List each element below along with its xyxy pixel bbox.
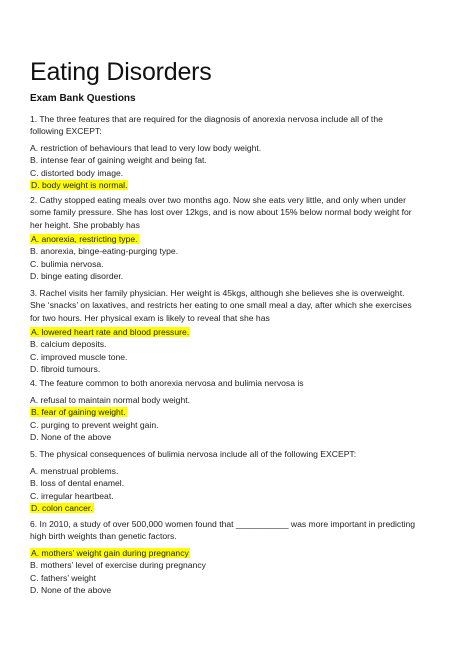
option-label: C. improved muscle tone.: [30, 351, 128, 362]
option-label: D. body weight is normal.: [31, 179, 128, 190]
option-label: D. None of the above: [30, 431, 112, 442]
answer-option: [30, 339, 106, 350]
answer-option: [30, 259, 104, 270]
question-text-line: high birth weights than genetic factors.: [30, 531, 177, 542]
option-label: A. lowered heart rate and blood pressure.: [31, 327, 190, 337]
answer-option-highlighted: [30, 503, 94, 514]
answer-option: [30, 352, 127, 363]
answer-option: [30, 420, 159, 431]
option-label: C. bulimia nervosa.: [30, 258, 104, 269]
option-label: A. restriction of behaviours that lead to very low body weight.: [30, 143, 262, 153]
option-label: B. fear of gaining weight.: [31, 407, 126, 418]
option-label: A. mothers’ weight gain during pregnancy: [31, 548, 189, 558]
option-label: C. fathers’ weight: [30, 572, 97, 583]
answer-option: [30, 395, 190, 406]
answer-option-highlighted: [30, 180, 128, 191]
option-label: B. mothers’ level of exercise during pregnancy: [30, 560, 206, 571]
answer-option: [30, 143, 261, 154]
question-text-line: 4. The feature common to both anorexia nervosa and bulimia nervosa is: [30, 378, 304, 388]
question-text-line: 3. Rachel visits her family physician. Her weight is 45kgs, although she believes she is overweight.: [30, 288, 405, 298]
question-text-line: 5. The physical consequences of bulimia nervosa include all of the following EXCEPT:: [30, 449, 357, 459]
answer-option: [30, 560, 206, 571]
option-label: B. intense fear of gaining weight and being fat.: [30, 155, 207, 166]
option-label: D. colon cancer.: [31, 502, 93, 513]
page-title: Eating Disorders: [30, 58, 212, 86]
answer-option: [30, 466, 118, 477]
page-subtitle: Exam Bank Questions: [30, 93, 136, 104]
option-label: A. refusal to maintain normal body weight.: [30, 395, 191, 405]
answer-option-highlighted: [30, 234, 139, 245]
option-label: C. distorted body image.: [30, 167, 124, 178]
option-label: D. binge eating disorder.: [30, 270, 124, 281]
question-text-line: 6. In 2010, a study of over 500,000 women found that ___________ was more important in predicting: [30, 519, 416, 529]
answer-option: [30, 491, 114, 502]
option-label: B. anorexia, binge-eating-purging type.: [30, 246, 179, 257]
question-text-line: She ‘snacks’ on laxatives, and restricts her eating to one small meal a day, after which she exercises: [30, 300, 412, 311]
question-text-line: her height. She probably has: [30, 219, 140, 230]
option-label: A. anorexia, restricting type.: [31, 234, 138, 244]
answer-option: [30, 585, 111, 596]
option-label: C. purging to prevent weight gain.: [30, 419, 159, 430]
answer-option: [30, 155, 207, 166]
question-text-line: 2. Cathy stopped eating meals over two months ago. Now she eats very little, and only when under: [30, 195, 406, 205]
answer-option-highlighted: [30, 548, 190, 559]
answer-option-highlighted: [30, 407, 127, 418]
option-label: B. calcium deposits.: [30, 339, 107, 350]
answer-option: [30, 573, 96, 584]
option-label: C. irregular heartbeat.: [30, 490, 114, 501]
answer-option: [30, 246, 178, 257]
option-label: D. fibroid tumours.: [30, 363, 101, 374]
answer-option: [30, 168, 123, 179]
answer-option: [30, 478, 124, 489]
answer-option: [30, 364, 100, 375]
answer-option: [30, 271, 123, 282]
option-label: B. loss of dental enamel.: [30, 478, 125, 489]
option-label: A. menstrual problems.: [30, 466, 119, 476]
question-text-line: for two hours. Her physical exam is likely to reveal that she has: [30, 312, 270, 323]
question-text-line: following EXCEPT:: [30, 126, 102, 137]
option-label: D. None of the above: [30, 584, 112, 595]
question-text-line: 1. The three features that are required for the diagnosis of anorexia nervosa include all of the: [30, 114, 383, 124]
answer-option-highlighted: [30, 327, 190, 338]
answer-option: [30, 432, 111, 443]
question-text-line: some family pressure. She has lost over 12kgs, and is now about 15% below normal body weight for: [30, 207, 412, 218]
